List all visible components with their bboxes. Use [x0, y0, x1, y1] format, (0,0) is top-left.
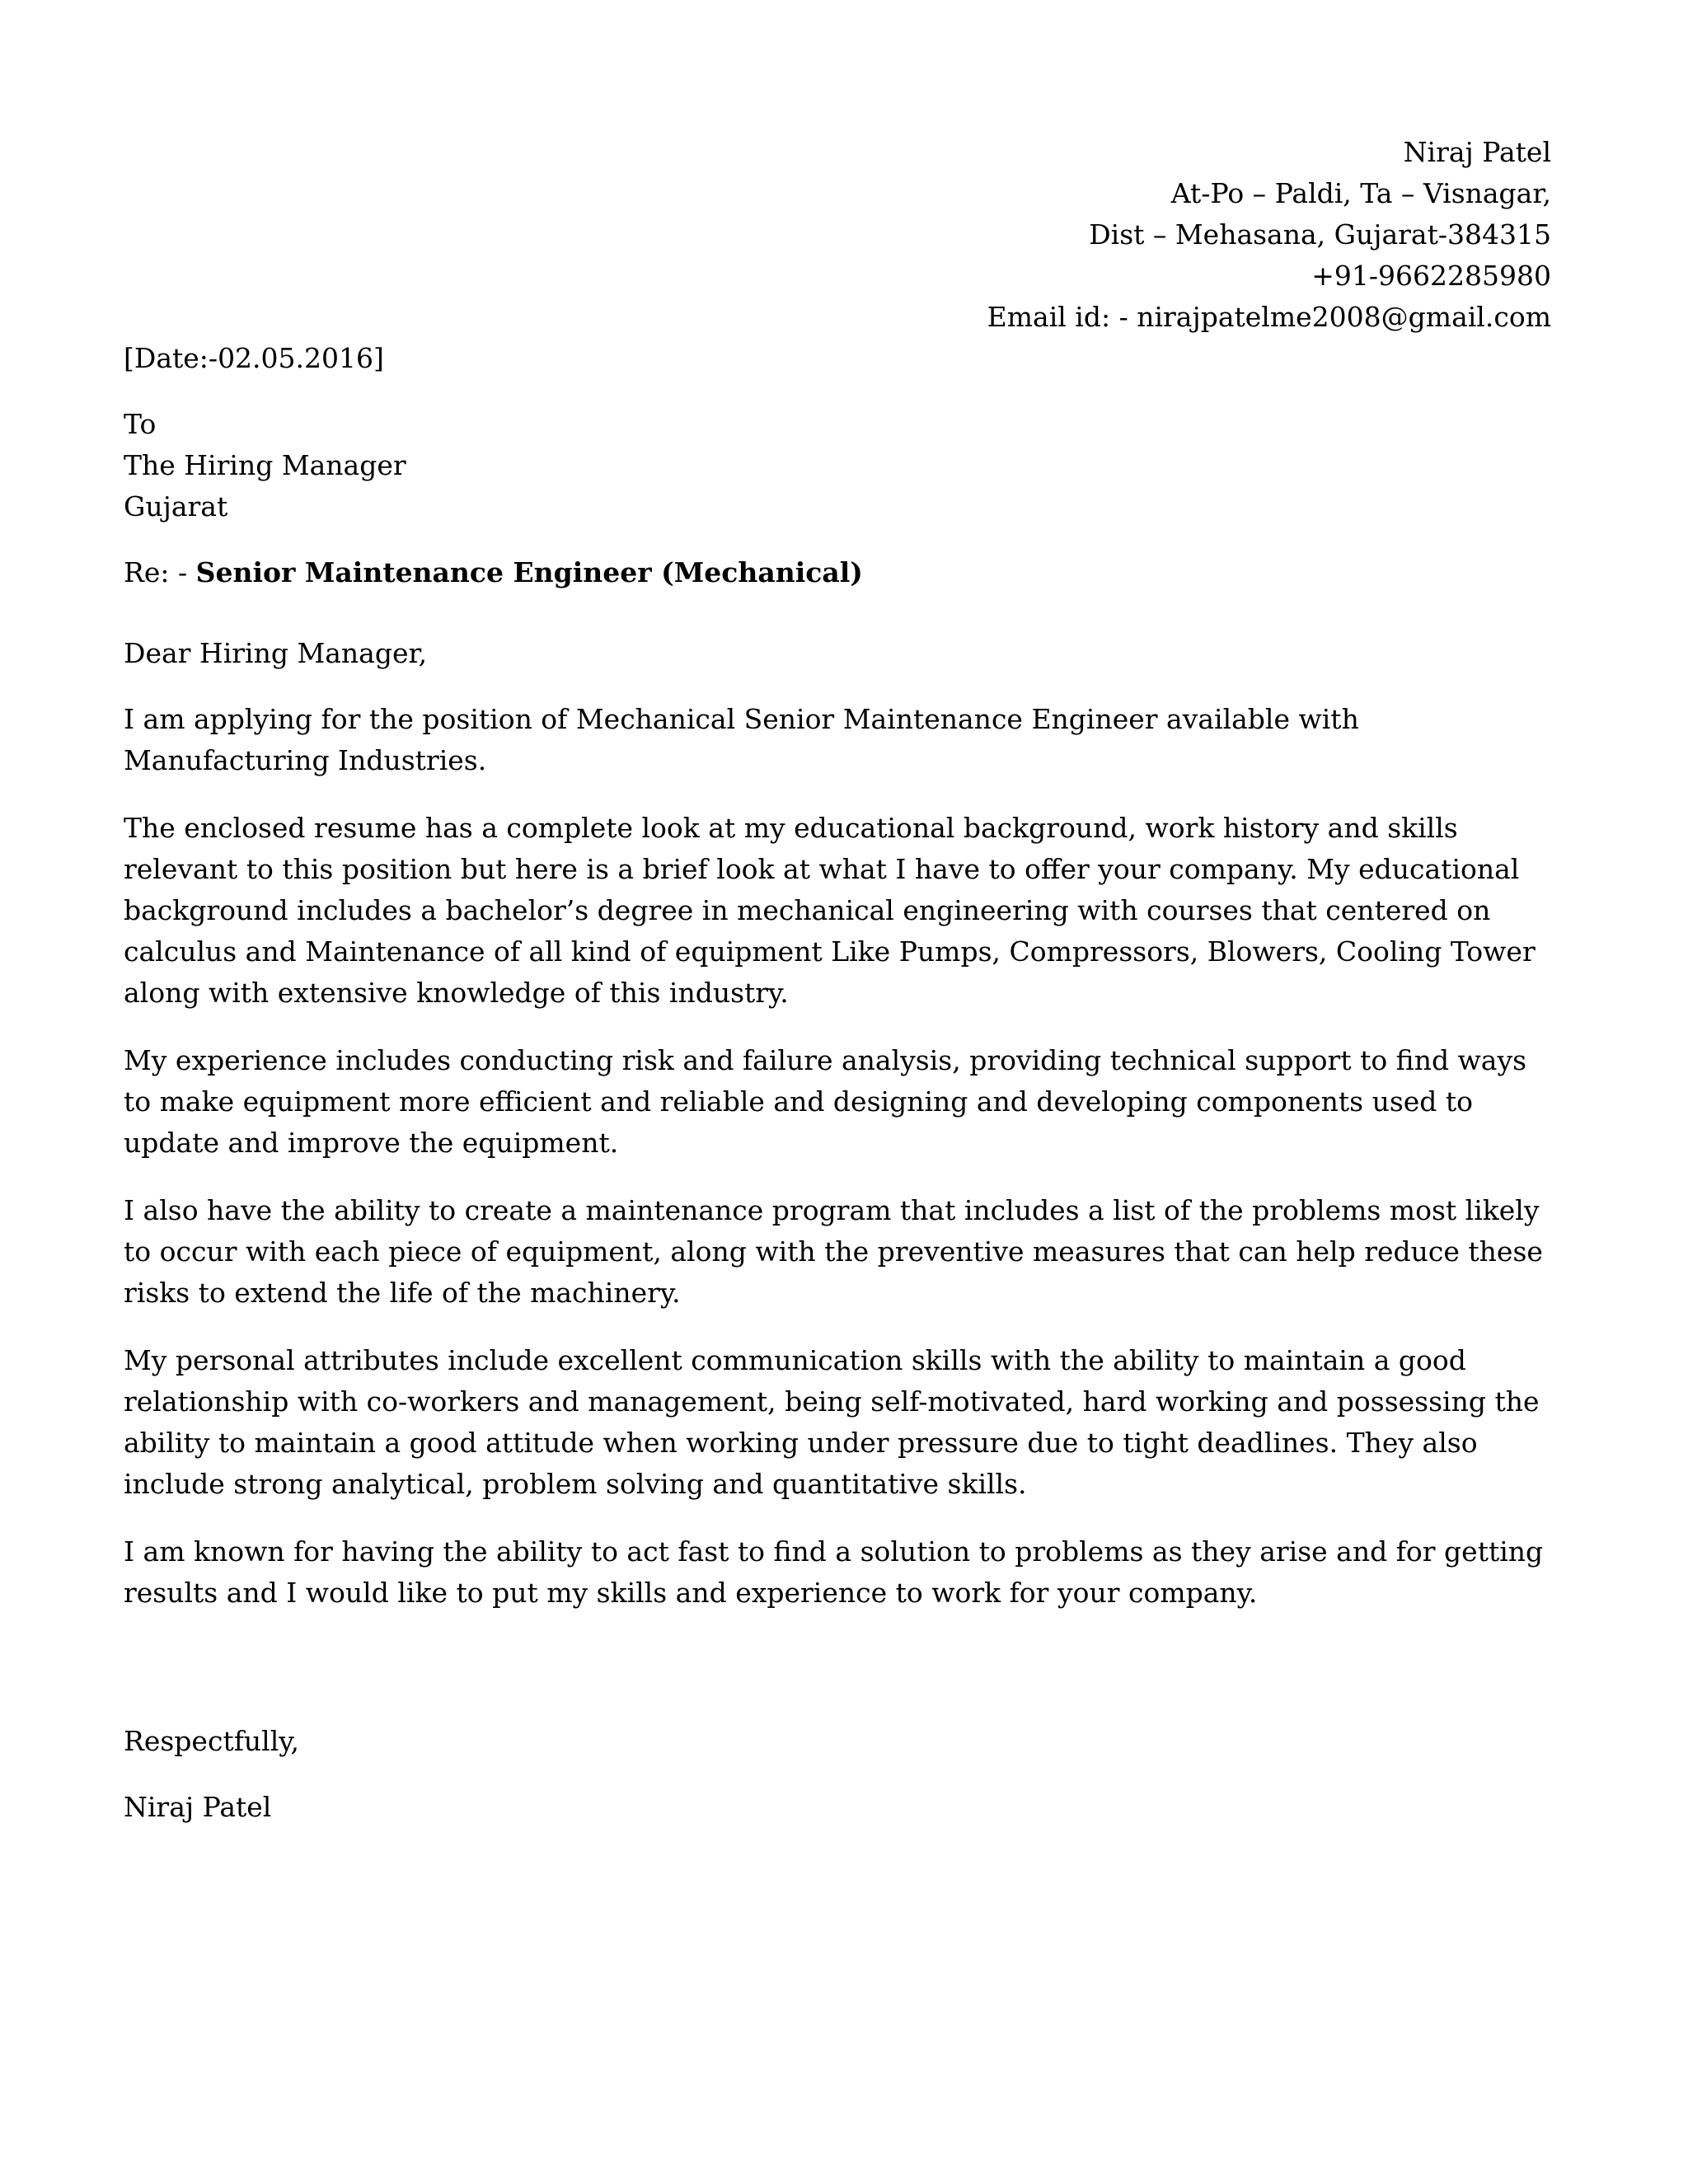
paragraph-1: I am applying for the position of Mechanical Senior Maintenance Engineer available with Manufacturing Industries. [124, 703, 1359, 776]
recipient-to: To [124, 408, 157, 440]
sender-phone: +91-9662285980 [1311, 260, 1551, 292]
sender-block [645, 132, 1551, 338]
paragraph-6: I am known for having the ability to act fast to find a solution to problems as they arise and for getting results and I would like to put my skills and experience to work for your company. [124, 1535, 1544, 1609]
paragraph-5: My personal attributes include excellent communication skills with the ability to maintain a good relationship with co-workers and management, being self-motivated, hard working and possessing the ability to maintain a good attitude when working under pressure due to tight deadlines. They also include strong analytical, problem solving and quantitative skills. [124, 1344, 1540, 1500]
recipient-block [124, 404, 1558, 527]
subject-line [124, 552, 1558, 593]
recipient-title: The Hiring Manager [124, 449, 406, 481]
paragraph-2: The enclosed resume has a complete look at my educational background, work history and skills relevant to this position but here is a brief look at what I have to offer your company. My educational background includes a bachelor’s degree in mechanical engineering with courses that centered on calculus and Maintenance of all kind of equipment Like Pumps, Compressors, Blowers, Cooling Tower along with extensive knowledge of this industry. [124, 812, 1536, 1009]
salutation: Dear Hiring Manager, [124, 637, 428, 669]
subject-title: Senior Maintenance Engineer (Mechanical) [195, 556, 863, 588]
signature: Niraj Patel [124, 1791, 272, 1823]
letter-date: [Date:-02.05.2016] [124, 342, 384, 374]
sender-name: Niraj Patel [1403, 136, 1551, 168]
sender-email: Email id: - nirajpatelme2008@gmail.com [987, 301, 1551, 333]
letter-body [124, 338, 1558, 1828]
subject-prefix: Re: - [124, 556, 188, 588]
sender-address-line1: At-Po – Paldi, Ta – Visnagar, [1170, 177, 1551, 209]
sender-address-line2: Dist – Mehasana, Gujarat-384315 [1089, 218, 1551, 251]
recipient-location: Gujarat [124, 490, 228, 523]
paragraph-4: I also have the ability to create a maintenance program that includes a list of the problems most likely to occur with each piece of equipment, along with the preventive measures that can help reduce these risks to extend the life of the machinery. [124, 1194, 1543, 1309]
paragraph-3: My experience includes conducting risk and failure analysis, providing technical support to find ways to make equipment more efficient and reliable and designing and developing components used to update and improve the equipment. [124, 1044, 1527, 1159]
closing: Respectfully, [124, 1725, 300, 1757]
